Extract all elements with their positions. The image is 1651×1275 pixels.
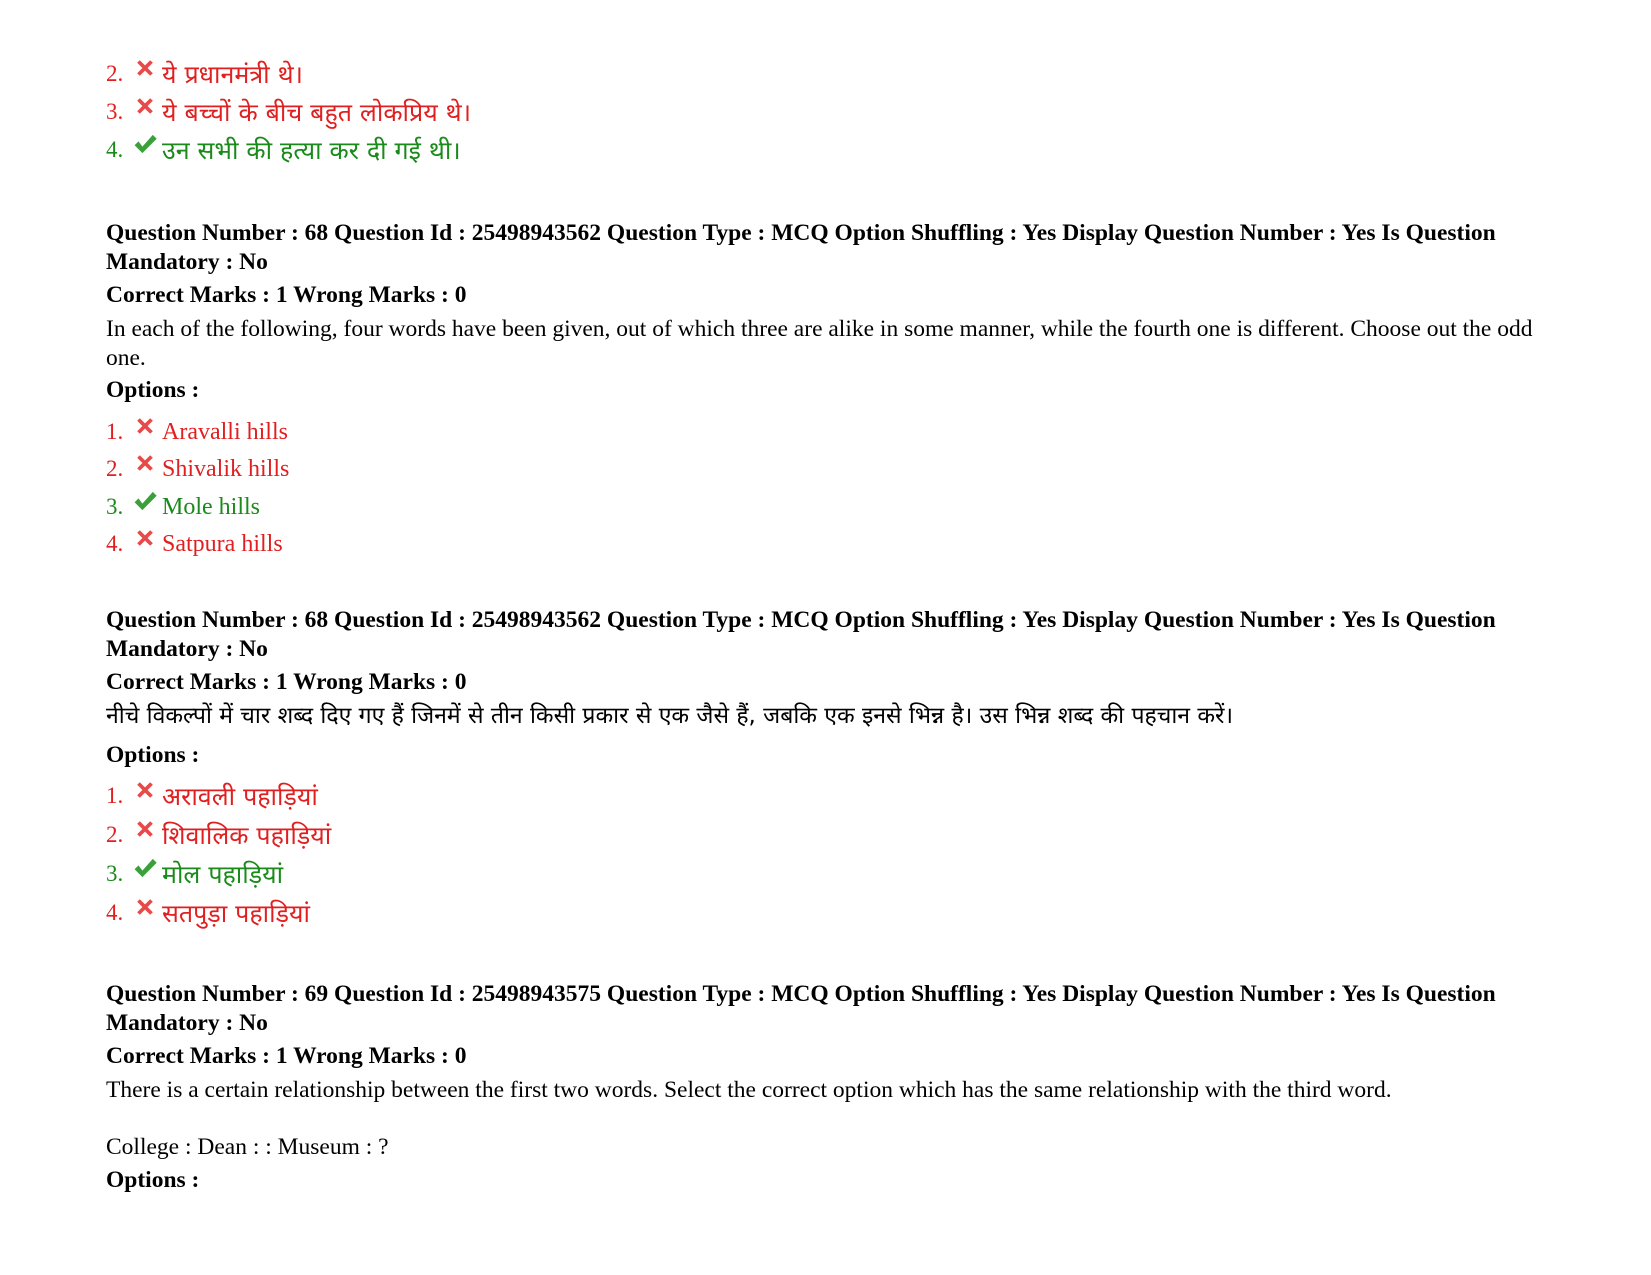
options-label: Options : — [106, 742, 200, 768]
option-row — [106, 526, 283, 562]
marks-line: Correct Marks : 1 Wrong Marks : 0 — [106, 282, 467, 308]
option-number: 3. — [106, 494, 124, 519]
option-text: ये प्रधानमंत्री थे। — [162, 60, 304, 89]
question-text: नीचे विकल्पों में चार शब्द दिए गए हैं जिनमें से तीन किसी प्रकार से एक जैसे हैं, जबकि एक इनसे भिन्न है। उस भिन्न शब्द की पहचान करें। — [106, 703, 1234, 729]
option-number: 4. — [106, 531, 124, 556]
cross-icon — [132, 525, 158, 551]
marks-line: Correct Marks : 1 Wrong Marks : 0 — [106, 1043, 467, 1069]
option-row — [106, 489, 260, 525]
option-number: 2. — [106, 61, 124, 86]
option-text: मोल पहाड़ियां — [162, 860, 284, 889]
option-row — [106, 778, 318, 814]
analogy-text: College : Dean : : Museum : ? — [106, 1134, 389, 1160]
question-text: In each of the following, four words have been given, out of which three are alike in some manner, while the fourth one is different. Choose out the odd one. — [106, 316, 1533, 371]
option-row — [106, 817, 331, 853]
option-row — [106, 56, 303, 92]
check-icon — [132, 855, 158, 881]
option-row — [106, 414, 288, 450]
option-text: अरावली पहाड़ियां — [162, 782, 318, 811]
options-label: Options : — [106, 1167, 200, 1193]
option-row — [106, 895, 310, 931]
marks-line: Correct Marks : 1 Wrong Marks : 0 — [106, 669, 467, 695]
option-number: 3. — [106, 861, 124, 886]
check-icon — [132, 131, 158, 157]
option-text: सतपुड़ा पहाड़ियां — [162, 899, 310, 928]
option-text: Mole hills — [162, 493, 261, 520]
option-row — [106, 451, 289, 487]
option-number: 2. — [106, 456, 124, 481]
option-number: 3. — [106, 99, 124, 124]
option-text: ये बच्चों के बीच बहुत लोकप्रिय थे। — [162, 98, 472, 127]
cross-icon — [132, 93, 158, 119]
cross-icon — [132, 816, 158, 842]
cross-icon — [132, 777, 158, 803]
option-text: उन सभी की हत्या कर दी गई थी। — [162, 136, 461, 165]
option-number: 1. — [106, 419, 124, 444]
question-header: Question Number : 68 Question Id : 25498943562 Question Type : MCQ Option Shuffling : Yes Display Question Number : Yes Is Question Mandatory : No — [106, 607, 1496, 662]
option-number: 4. — [106, 137, 124, 162]
option-row — [106, 856, 283, 892]
option-row — [106, 132, 461, 168]
cross-icon — [132, 894, 158, 920]
option-text: Aravalli hills — [162, 418, 288, 445]
option-number: 2. — [106, 822, 124, 847]
question-header: Question Number : 68 Question Id : 25498943562 Question Type : MCQ Option Shuffling : Yes Display Question Number : Yes Is Question Mandatory : No — [106, 220, 1496, 275]
question-header: Question Number : 69 Question Id : 25498943575 Question Type : MCQ Option Shuffling : Yes Display Question Number : Yes Is Question Mandatory : No — [106, 981, 1496, 1036]
option-number: 4. — [106, 900, 124, 925]
cross-icon — [132, 55, 158, 81]
check-icon — [132, 488, 158, 514]
option-text: शिवालिक पहाड़ियां — [162, 821, 332, 850]
option-number: 1. — [106, 783, 124, 808]
question-text: There is a certain relationship between the first two words. Select the correct option which has the same relationship with the third word. — [106, 1077, 1392, 1103]
option-row — [106, 94, 471, 130]
option-text: Satpura hills — [162, 530, 283, 557]
options-label: Options : — [106, 377, 200, 403]
option-text: Shivalik hills — [162, 455, 290, 482]
cross-icon — [132, 450, 158, 476]
cross-icon — [132, 413, 158, 439]
